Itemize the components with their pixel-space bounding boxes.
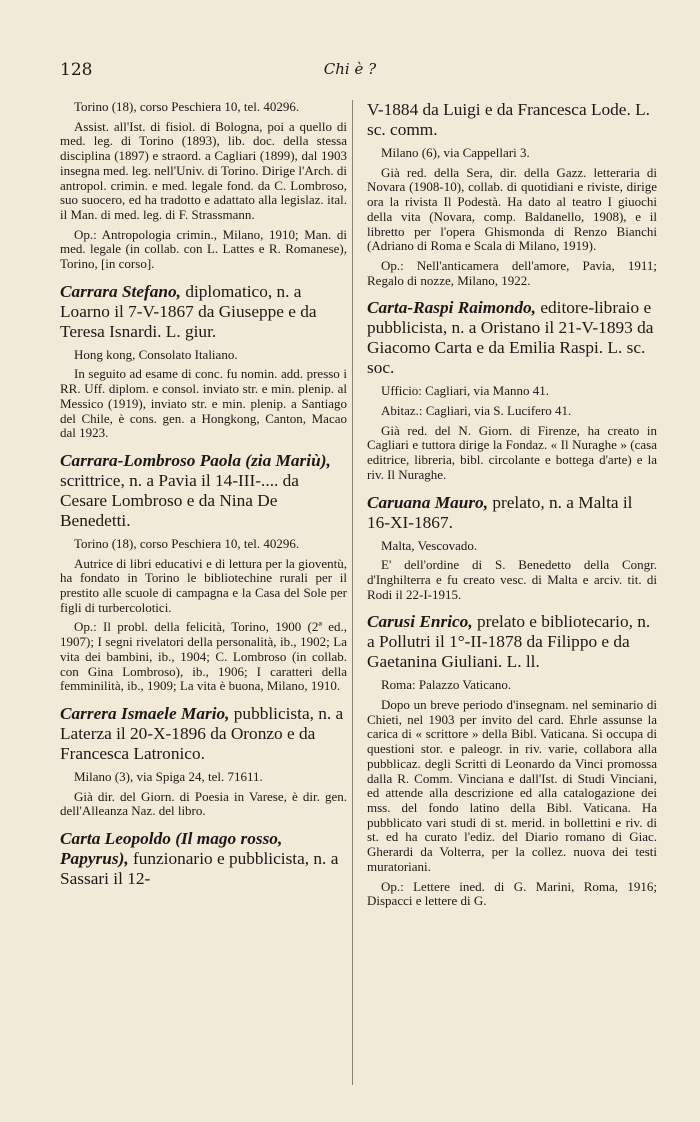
entry-name: Carrara Stefano, (60, 281, 181, 301)
right-column (367, 100, 657, 914)
entry-paragraph: E' dell'ordine di S. Benedetto della Congr. d'Inghilterra e fu creato vesc. di Malta e arciv. tit. di Rodi il 22-I-1915. (367, 557, 657, 602)
entry-paragraph: Ufficio: Cagliari, via Manno 41. (381, 383, 550, 399)
entry-heading (60, 451, 347, 531)
entry-name: Caruana Mauro, (367, 492, 489, 512)
running-head: Chi è ? (323, 60, 377, 78)
entry-description: editore-libraio e pubblicista, n. a Oristano il 21-V-1893 da Giacomo Carta e da Emilia Raspi. L. sc. soc. (367, 298, 654, 378)
entry-paragraph: Torino (18), corso Peschiera 10, tel. 40296. (74, 99, 300, 114)
entry-description: scrittrice, n. a Pavia il 14-III-.... da Cesare Lombroso e da Nina De Benedetti. (60, 470, 299, 530)
entry-heading (367, 298, 657, 378)
entry-paragraph: Hong kong, Consolato Italiano. (74, 346, 238, 362)
entry-paragraph: Op.: Il probl. della felicità, Torino, 1900 (2ª ed., 1907); I segni rivelatori della personalità, ib., 1902; La vita dei bambini, ib., 1904; C. Lombroso (in collab. con Gina Lombroso), ib., 1906; I caratteri della femminilità, ib., 1909; La vita è buona, Milano, 1910. (60, 619, 347, 694)
entry-heading (367, 493, 657, 533)
entry-description: diplomatico, n. a Loarno il 7-V-1867 da Giuseppe e da Teresa Isnardi. L. giur. (60, 281, 317, 341)
entry-heading (60, 282, 347, 342)
entry-name: Carusi Enrico, (367, 612, 473, 632)
entry-paragraph: Assist. all'Ist. di fisiol. di Bologna, poi a quello di med. leg. di Torino (1893), lib. doc. della stessa disciplina (1897) e straord. a Cagliari (1899), dal 1903 insegna med. leg. nell'Univ. di Torino. Dirige l'Arch. di antropol. crimin. e med. legale fond. da C. Lombroso, suo suocero, ed ha tradotto e adattato alla legislaz. ital. il Man. di med. leg. di F. Strassmann. (60, 118, 347, 222)
entry-description: prelato, n. a Malta il 16-XI-1867. (367, 492, 633, 532)
entry-description: prelato e bibliotecario, n. a Pollutri il 1°-II-1878 da Filippo e da Gaetanina Giuliani. L. ll. (367, 612, 651, 672)
entry-paragraph: Op.: Nell'anticamera dell'amore, Pavia, 1911; Regalo di nozze, Milano, 1922. (367, 257, 657, 288)
column-divider (352, 100, 353, 1085)
entry-heading (60, 829, 347, 889)
entry-paragraph: Torino (18), corso Peschiera 10, tel. 40296. (74, 535, 300, 551)
entry-paragraph: Milano (6), via Cappellari 3. (381, 145, 530, 160)
entry-paragraph: Già red. della Sera, dir. della Gazz. letteraria di Novara (1908-10), collab. di quotidiani e riviste, dirige ora la rivista Il Podestà. Ha dato al teatro I giuochi della vita (Novara, comp. Baldanello, 1908), e il libretto per l'opera Ghismonda di Renzo Bianchi (Adriano di Roma e Scala di Milano, 1919). (367, 164, 657, 254)
entry-heading (60, 704, 347, 764)
entry-name: Carta-Raspi Raimondo, (367, 298, 537, 318)
entry-paragraph: Milano (3), via Spiga 24, tel. 71611. (74, 768, 263, 784)
entry-paragraph: Già red. del N. Giorn. di Firenze, ha creato in Cagliari e tuttora dirige la Fondaz. « Il Nuraghe » (casa editrice, libreria, bibl. circolante e bottega d'arte) e la riv. Il Nuraghe. (367, 422, 657, 482)
entry-paragraph: Op.: Antropologia crimin., Milano, 1910; Man. di med. legale (in collab. con L. Lattes e R. Romanese), Torino, [in corso]. (60, 226, 347, 272)
entry-name: Carta Leopoldo (Il mago rosso, Papyrus), (60, 829, 283, 869)
entry-description: funzionario e pubblicista, n. a Sassari il 12- (60, 849, 339, 889)
entry-name: Carrera Ismaele Mario, (60, 703, 230, 723)
entry-paragraph: Op.: Lettere ined. di G. Marini, Roma, 1916; Dispacci e lettere di G. (367, 878, 657, 909)
page-header (60, 60, 640, 84)
entry-heading (367, 612, 657, 672)
entry-paragraph: Abitaz.: Cagliari, via S. Lucifero 41. (381, 403, 572, 419)
entry-paragraph: In seguito ad esame di conc. fu nomin. add. presso i RR. Uff. diplom. e consol. inviato str. e min. plenip. al Messico (1919), inviato str. e min. plenip. a Santiago del Chile, è cons. gen. a Hongkong, Canton, Macao dal 1923. (60, 366, 347, 441)
entry-paragraph: Malta, Vescovado. (381, 537, 478, 553)
entry-paragraph: Già dir. del Giorn. di Poesia in Varese, è dir. gen. dell'Alleanza Naz. del libro. (60, 788, 347, 819)
entry-paragraph: Autrice di libri educativi e di lettura per la gioventù, ha fondato in Torino le bibliotechine rurali per il prestito alle scuole di campagna e la Casa del Sole per figli di turbercolotici. (60, 555, 347, 615)
page-number: 128 (60, 60, 93, 80)
left-column (60, 100, 347, 895)
entry-name: Carrara-Lombroso Paola (zia Mariù), (60, 450, 331, 470)
entry-heading-continued: V-1884 da Luigi e da Francesca Lode. L. sc. comm. (367, 100, 650, 139)
entry-paragraph: Dopo un breve periodo d'insegnam. nel seminario di Chieti, nel 1903 per invito del card. Ehrle assunse la carica di « scrittore » della Bibl. Vaticana. Si occupa di questioni stor. e paleogr. in riv. varie, collabora alla pubblicaz. degli Scritti di Leonardo da Vinci promossa dalla R. Comm. Vinciana e dall'Ist. di Studi Vinciani, ed attende alla descrizione ed alla catalogazione dei mss. del fondo latino della Bibl. Vaticana. Ha pubblicato vari studi di st. merid. in bollettini e riv. di st. ed ha curato l'ediz. del Diario romano di Giac. Gherardi da Volterra, per la collez. nuova dei testi muratoriani. (367, 697, 657, 874)
entry-paragraph: Roma: Palazzo Vaticano. (381, 677, 512, 693)
entry-description: pubblicista, n. a Laterza il 20-X-1896 da Oronzo e da Francesca Latronico. (60, 703, 344, 763)
